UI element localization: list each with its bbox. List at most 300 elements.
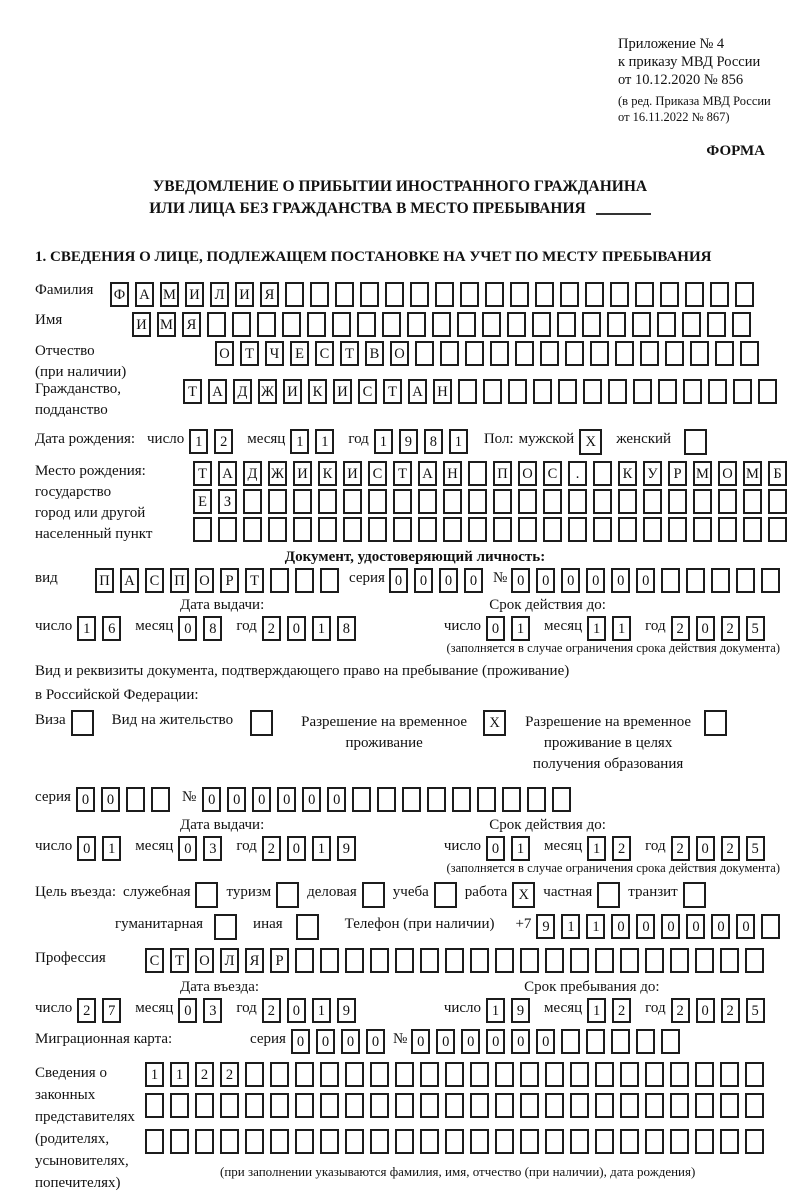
- char-cell[interactable]: 0: [77, 836, 96, 861]
- char-cell[interactable]: [360, 282, 379, 307]
- char-cell[interactable]: 0: [486, 836, 505, 861]
- char-cell[interactable]: [532, 312, 551, 337]
- char-cell[interactable]: 1: [612, 616, 631, 641]
- char-cell[interactable]: [643, 489, 662, 514]
- char-cell[interactable]: [293, 517, 312, 542]
- char-cell[interactable]: 2: [612, 836, 631, 861]
- char-cell[interactable]: [635, 282, 654, 307]
- char-cell[interactable]: [320, 1093, 339, 1118]
- char-cell[interactable]: [232, 312, 251, 337]
- char-cell[interactable]: [585, 282, 604, 307]
- char-cell[interactable]: [527, 787, 546, 812]
- char-cell[interactable]: [545, 1093, 564, 1118]
- char-cell[interactable]: А: [408, 379, 427, 404]
- char-cell[interactable]: 1: [290, 429, 309, 454]
- char-cell[interactable]: [285, 282, 304, 307]
- char-cell[interactable]: 2: [262, 836, 281, 861]
- char-cell[interactable]: Т: [245, 568, 264, 593]
- char-cell[interactable]: 0: [536, 1029, 555, 1054]
- char-cell[interactable]: 0: [414, 568, 433, 593]
- char-cell[interactable]: [720, 1093, 739, 1118]
- char-cell[interactable]: [126, 787, 145, 812]
- char-cell[interactable]: [665, 341, 684, 366]
- char-cell[interactable]: [545, 948, 564, 973]
- char-cell[interactable]: Б: [768, 461, 787, 486]
- char-cell[interactable]: [270, 1062, 289, 1087]
- char-cell[interactable]: [268, 489, 287, 514]
- char-cell[interactable]: 1: [145, 1062, 164, 1087]
- char-cell[interactable]: [520, 1129, 539, 1154]
- char-cell[interactable]: 0: [302, 787, 321, 812]
- char-cell[interactable]: [477, 787, 496, 812]
- char-cell[interactable]: [758, 379, 777, 404]
- char-cell[interactable]: 2: [262, 616, 281, 641]
- char-cell[interactable]: 0: [711, 914, 730, 939]
- char-cell[interactable]: [370, 1129, 389, 1154]
- char-cell[interactable]: [320, 948, 339, 973]
- char-cell[interactable]: [402, 787, 421, 812]
- char-cell[interactable]: [370, 948, 389, 973]
- char-cell[interactable]: [385, 282, 404, 307]
- char-cell[interactable]: Я: [182, 312, 201, 337]
- char-cell[interactable]: [620, 1062, 639, 1087]
- char-cell[interactable]: [518, 517, 537, 542]
- char-cell[interactable]: Е: [290, 341, 309, 366]
- char-cell[interactable]: Д: [233, 379, 252, 404]
- char-cell[interactable]: [395, 948, 414, 973]
- char-cell[interactable]: [685, 282, 704, 307]
- char-cell[interactable]: 8: [203, 616, 222, 641]
- char-cell[interactable]: [295, 1062, 314, 1087]
- char-cell[interactable]: [470, 948, 489, 973]
- char-cell[interactable]: [440, 341, 459, 366]
- char-cell[interactable]: [443, 489, 462, 514]
- char-cell[interactable]: К: [308, 379, 327, 404]
- char-cell[interactable]: 0: [561, 568, 580, 593]
- char-cell[interactable]: 0: [101, 787, 120, 812]
- char-cell[interactable]: [570, 1062, 589, 1087]
- char-cell[interactable]: [720, 948, 739, 973]
- char-cell[interactable]: [768, 489, 787, 514]
- char-cell[interactable]: 0: [636, 568, 655, 593]
- char-cell[interactable]: [470, 1062, 489, 1087]
- char-cell[interactable]: [493, 517, 512, 542]
- char-cell[interactable]: [593, 517, 612, 542]
- char-cell[interactable]: 3: [203, 836, 222, 861]
- char-cell[interactable]: [282, 312, 301, 337]
- char-cell[interactable]: 0: [76, 787, 95, 812]
- char-cell[interactable]: [693, 517, 712, 542]
- char-cell[interactable]: [740, 341, 759, 366]
- char-cell[interactable]: 1: [189, 429, 208, 454]
- char-cell[interactable]: М: [157, 312, 176, 337]
- char-cell[interactable]: [595, 1062, 614, 1087]
- char-cell[interactable]: А: [418, 461, 437, 486]
- char-cell[interactable]: И: [333, 379, 352, 404]
- char-cell[interactable]: [495, 1093, 514, 1118]
- char-cell[interactable]: [470, 1129, 489, 1154]
- char-cell[interactable]: Р: [270, 948, 289, 973]
- char-cell[interactable]: [151, 787, 170, 812]
- char-cell[interactable]: [310, 282, 329, 307]
- char-cell[interactable]: .: [568, 461, 587, 486]
- char-cell[interactable]: [718, 517, 737, 542]
- char-cell[interactable]: [543, 489, 562, 514]
- char-cell[interactable]: [507, 312, 526, 337]
- char-cell[interactable]: [345, 1062, 364, 1087]
- char-cell[interactable]: С: [368, 461, 387, 486]
- char-cell[interactable]: Т: [340, 341, 359, 366]
- char-cell[interactable]: [520, 1093, 539, 1118]
- char-cell[interactable]: 1: [486, 998, 505, 1023]
- char-cell[interactable]: [743, 517, 762, 542]
- char-cell[interactable]: [515, 341, 534, 366]
- char-cell[interactable]: [590, 341, 609, 366]
- char-cell[interactable]: [643, 517, 662, 542]
- char-cell[interactable]: [670, 948, 689, 973]
- char-cell[interactable]: [458, 379, 477, 404]
- char-cell[interactable]: 1: [449, 429, 468, 454]
- char-cell[interactable]: [395, 1062, 414, 1087]
- char-cell[interactable]: О: [518, 461, 537, 486]
- char-cell[interactable]: [645, 1062, 664, 1087]
- char-cell[interactable]: [71, 710, 94, 736]
- char-cell[interactable]: [761, 568, 780, 593]
- char-cell[interactable]: [607, 312, 626, 337]
- char-cell[interactable]: 0: [178, 616, 197, 641]
- char-cell[interactable]: [595, 1129, 614, 1154]
- char-cell[interactable]: [611, 1029, 630, 1054]
- char-cell[interactable]: 8: [337, 616, 356, 641]
- char-cell[interactable]: [295, 1129, 314, 1154]
- char-cell[interactable]: [657, 312, 676, 337]
- char-cell[interactable]: [335, 282, 354, 307]
- char-cell[interactable]: [661, 568, 680, 593]
- char-cell[interactable]: С: [145, 948, 164, 973]
- char-cell[interactable]: [570, 948, 589, 973]
- char-cell[interactable]: [670, 1062, 689, 1087]
- char-cell[interactable]: [520, 948, 539, 973]
- char-cell[interactable]: [482, 312, 501, 337]
- char-cell[interactable]: [220, 1093, 239, 1118]
- char-cell[interactable]: Я: [260, 282, 279, 307]
- char-cell[interactable]: [485, 282, 504, 307]
- char-cell[interactable]: [633, 379, 652, 404]
- char-cell[interactable]: [495, 1129, 514, 1154]
- char-cell[interactable]: [407, 312, 426, 337]
- char-cell[interactable]: [535, 282, 554, 307]
- char-cell[interactable]: О: [390, 341, 409, 366]
- char-cell[interactable]: [443, 517, 462, 542]
- char-cell[interactable]: [460, 282, 479, 307]
- char-cell[interactable]: 0: [486, 616, 505, 641]
- char-cell[interactable]: А: [135, 282, 154, 307]
- char-cell[interactable]: 5: [746, 616, 765, 641]
- char-cell[interactable]: [483, 379, 502, 404]
- char-cell[interactable]: [636, 1029, 655, 1054]
- char-cell[interactable]: [768, 517, 787, 542]
- char-cell[interactable]: [307, 312, 326, 337]
- char-cell[interactable]: И: [235, 282, 254, 307]
- char-cell[interactable]: [720, 1062, 739, 1087]
- char-cell[interactable]: [145, 1093, 164, 1118]
- char-cell[interactable]: 0: [696, 616, 715, 641]
- char-cell[interactable]: [432, 312, 451, 337]
- char-cell[interactable]: [683, 379, 702, 404]
- char-cell[interactable]: 0: [636, 914, 655, 939]
- char-cell[interactable]: [293, 489, 312, 514]
- char-cell[interactable]: К: [618, 461, 637, 486]
- char-cell[interactable]: [490, 341, 509, 366]
- char-cell[interactable]: [552, 787, 571, 812]
- char-cell[interactable]: 2: [220, 1062, 239, 1087]
- char-cell[interactable]: X: [483, 710, 506, 736]
- char-cell[interactable]: [707, 312, 726, 337]
- char-cell[interactable]: 2: [195, 1062, 214, 1087]
- char-cell[interactable]: [352, 787, 371, 812]
- char-cell[interactable]: [560, 282, 579, 307]
- char-cell[interactable]: [420, 1129, 439, 1154]
- char-cell[interactable]: [586, 1029, 605, 1054]
- char-cell[interactable]: [710, 282, 729, 307]
- char-cell[interactable]: М: [160, 282, 179, 307]
- char-cell[interactable]: [295, 1093, 314, 1118]
- char-cell[interactable]: Р: [668, 461, 687, 486]
- char-cell[interactable]: В: [365, 341, 384, 366]
- char-cell[interactable]: [445, 1062, 464, 1087]
- char-cell[interactable]: [420, 1062, 439, 1087]
- char-cell[interactable]: И: [132, 312, 151, 337]
- char-cell[interactable]: [418, 517, 437, 542]
- char-cell[interactable]: [695, 1093, 714, 1118]
- char-cell[interactable]: [318, 517, 337, 542]
- char-cell[interactable]: 1: [587, 836, 606, 861]
- char-cell[interactable]: И: [283, 379, 302, 404]
- char-cell[interactable]: 1: [586, 914, 605, 939]
- char-cell[interactable]: [686, 568, 705, 593]
- char-cell[interactable]: 1: [374, 429, 393, 454]
- char-cell[interactable]: [761, 914, 780, 939]
- char-cell[interactable]: [468, 517, 487, 542]
- char-cell[interactable]: [618, 489, 637, 514]
- char-cell[interactable]: [268, 517, 287, 542]
- char-cell[interactable]: [295, 568, 314, 593]
- char-cell[interactable]: [558, 379, 577, 404]
- char-cell[interactable]: У: [643, 461, 662, 486]
- char-cell[interactable]: Р: [220, 568, 239, 593]
- char-cell[interactable]: 0: [287, 616, 306, 641]
- char-cell[interactable]: X: [579, 429, 602, 455]
- char-cell[interactable]: Д: [243, 461, 262, 486]
- char-cell[interactable]: 0: [511, 1029, 530, 1054]
- char-cell[interactable]: [320, 1129, 339, 1154]
- char-cell[interactable]: А: [120, 568, 139, 593]
- char-cell[interactable]: Л: [220, 948, 239, 973]
- char-cell[interactable]: [270, 1093, 289, 1118]
- char-cell[interactable]: [345, 1129, 364, 1154]
- char-cell[interactable]: [593, 489, 612, 514]
- char-cell[interactable]: 2: [671, 616, 690, 641]
- char-cell[interactable]: [561, 1029, 580, 1054]
- char-cell[interactable]: [250, 710, 273, 736]
- char-cell[interactable]: 1: [315, 429, 334, 454]
- char-cell[interactable]: 0: [277, 787, 296, 812]
- char-cell[interactable]: 0: [287, 998, 306, 1023]
- char-cell[interactable]: 2: [214, 429, 233, 454]
- char-cell[interactable]: [668, 489, 687, 514]
- char-cell[interactable]: [695, 948, 714, 973]
- char-cell[interactable]: [520, 1062, 539, 1087]
- char-cell[interactable]: [493, 489, 512, 514]
- char-cell[interactable]: 1: [587, 998, 606, 1023]
- char-cell[interactable]: 2: [671, 836, 690, 861]
- char-cell[interactable]: [508, 379, 527, 404]
- char-cell[interactable]: А: [218, 461, 237, 486]
- char-cell[interactable]: 0: [202, 787, 221, 812]
- char-cell[interactable]: 0: [366, 1029, 385, 1054]
- char-cell[interactable]: [610, 282, 629, 307]
- char-cell[interactable]: [620, 1129, 639, 1154]
- char-cell[interactable]: [745, 1129, 764, 1154]
- char-cell[interactable]: [568, 489, 587, 514]
- char-cell[interactable]: [684, 429, 707, 455]
- char-cell[interactable]: 0: [461, 1029, 480, 1054]
- char-cell[interactable]: 2: [721, 616, 740, 641]
- char-cell[interactable]: 5: [746, 998, 765, 1023]
- char-cell[interactable]: [420, 948, 439, 973]
- char-cell[interactable]: [427, 787, 446, 812]
- char-cell[interactable]: 2: [77, 998, 96, 1023]
- char-cell[interactable]: [468, 461, 487, 486]
- char-cell[interactable]: [445, 1093, 464, 1118]
- char-cell[interactable]: [568, 517, 587, 542]
- char-cell[interactable]: [295, 948, 314, 973]
- char-cell[interactable]: [357, 312, 376, 337]
- char-cell[interactable]: 0: [411, 1029, 430, 1054]
- char-cell[interactable]: [276, 882, 299, 908]
- char-cell[interactable]: 6: [102, 616, 121, 641]
- char-cell[interactable]: [557, 312, 576, 337]
- char-cell[interactable]: [570, 1129, 589, 1154]
- char-cell[interactable]: И: [185, 282, 204, 307]
- char-cell[interactable]: 0: [178, 998, 197, 1023]
- char-cell[interactable]: 0: [436, 1029, 455, 1054]
- char-cell[interactable]: 2: [262, 998, 281, 1023]
- char-cell[interactable]: [704, 710, 727, 736]
- char-cell[interactable]: 0: [511, 568, 530, 593]
- char-cell[interactable]: [582, 312, 601, 337]
- char-cell[interactable]: [670, 1093, 689, 1118]
- char-cell[interactable]: 1: [312, 616, 331, 641]
- char-cell[interactable]: 0: [611, 568, 630, 593]
- char-cell[interactable]: М: [743, 461, 762, 486]
- char-cell[interactable]: [245, 1129, 264, 1154]
- char-cell[interactable]: [632, 312, 651, 337]
- char-cell[interactable]: 2: [721, 998, 740, 1023]
- char-cell[interactable]: [370, 1062, 389, 1087]
- char-cell[interactable]: С: [145, 568, 164, 593]
- char-cell[interactable]: [243, 517, 262, 542]
- char-cell[interactable]: [445, 1129, 464, 1154]
- char-cell[interactable]: [618, 517, 637, 542]
- char-cell[interactable]: Ч: [265, 341, 284, 366]
- char-cell[interactable]: [658, 379, 677, 404]
- char-cell[interactable]: 1: [511, 616, 530, 641]
- char-cell[interactable]: [220, 1129, 239, 1154]
- char-cell[interactable]: Т: [170, 948, 189, 973]
- char-cell[interactable]: 2: [671, 998, 690, 1023]
- char-cell[interactable]: [645, 1129, 664, 1154]
- char-cell[interactable]: И: [343, 461, 362, 486]
- char-cell[interactable]: И: [293, 461, 312, 486]
- char-cell[interactable]: [343, 517, 362, 542]
- char-cell[interactable]: 0: [439, 568, 458, 593]
- char-cell[interactable]: [207, 312, 226, 337]
- char-cell[interactable]: [170, 1129, 189, 1154]
- char-cell[interactable]: [270, 568, 289, 593]
- char-cell[interactable]: Е: [193, 489, 212, 514]
- char-cell[interactable]: С: [543, 461, 562, 486]
- char-cell[interactable]: З: [218, 489, 237, 514]
- char-cell[interactable]: К: [318, 461, 337, 486]
- char-cell[interactable]: [435, 282, 454, 307]
- char-cell[interactable]: [670, 1129, 689, 1154]
- char-cell[interactable]: П: [493, 461, 512, 486]
- char-cell[interactable]: 0: [341, 1029, 360, 1054]
- char-cell[interactable]: [510, 282, 529, 307]
- char-cell[interactable]: [595, 1093, 614, 1118]
- char-cell[interactable]: [370, 1093, 389, 1118]
- char-cell[interactable]: Ж: [258, 379, 277, 404]
- char-cell[interactable]: [693, 489, 712, 514]
- char-cell[interactable]: [695, 1129, 714, 1154]
- char-cell[interactable]: [243, 489, 262, 514]
- char-cell[interactable]: [645, 948, 664, 973]
- char-cell[interactable]: [593, 461, 612, 486]
- char-cell[interactable]: Ж: [268, 461, 287, 486]
- char-cell[interactable]: [745, 1062, 764, 1087]
- char-cell[interactable]: [682, 312, 701, 337]
- char-cell[interactable]: 1: [102, 836, 121, 861]
- char-cell[interactable]: [708, 379, 727, 404]
- char-cell[interactable]: 0: [227, 787, 246, 812]
- char-cell[interactable]: [718, 489, 737, 514]
- char-cell[interactable]: [296, 914, 319, 940]
- char-cell[interactable]: [736, 568, 755, 593]
- char-cell[interactable]: 0: [389, 568, 408, 593]
- char-cell[interactable]: 0: [661, 914, 680, 939]
- char-cell[interactable]: 0: [486, 1029, 505, 1054]
- char-cell[interactable]: [434, 882, 457, 908]
- char-cell[interactable]: С: [315, 341, 334, 366]
- char-cell[interactable]: X: [512, 882, 535, 908]
- char-cell[interactable]: [395, 1129, 414, 1154]
- char-cell[interactable]: [195, 1093, 214, 1118]
- char-cell[interactable]: [745, 1093, 764, 1118]
- char-cell[interactable]: 5: [746, 836, 765, 861]
- char-cell[interactable]: 0: [686, 914, 705, 939]
- char-cell[interactable]: 0: [696, 998, 715, 1023]
- char-cell[interactable]: [218, 517, 237, 542]
- char-cell[interactable]: [393, 489, 412, 514]
- char-cell[interactable]: [345, 948, 364, 973]
- char-cell[interactable]: [745, 948, 764, 973]
- char-cell[interactable]: [418, 489, 437, 514]
- char-cell[interactable]: 0: [291, 1029, 310, 1054]
- char-cell[interactable]: Т: [193, 461, 212, 486]
- char-cell[interactable]: [620, 1093, 639, 1118]
- char-cell[interactable]: [695, 1062, 714, 1087]
